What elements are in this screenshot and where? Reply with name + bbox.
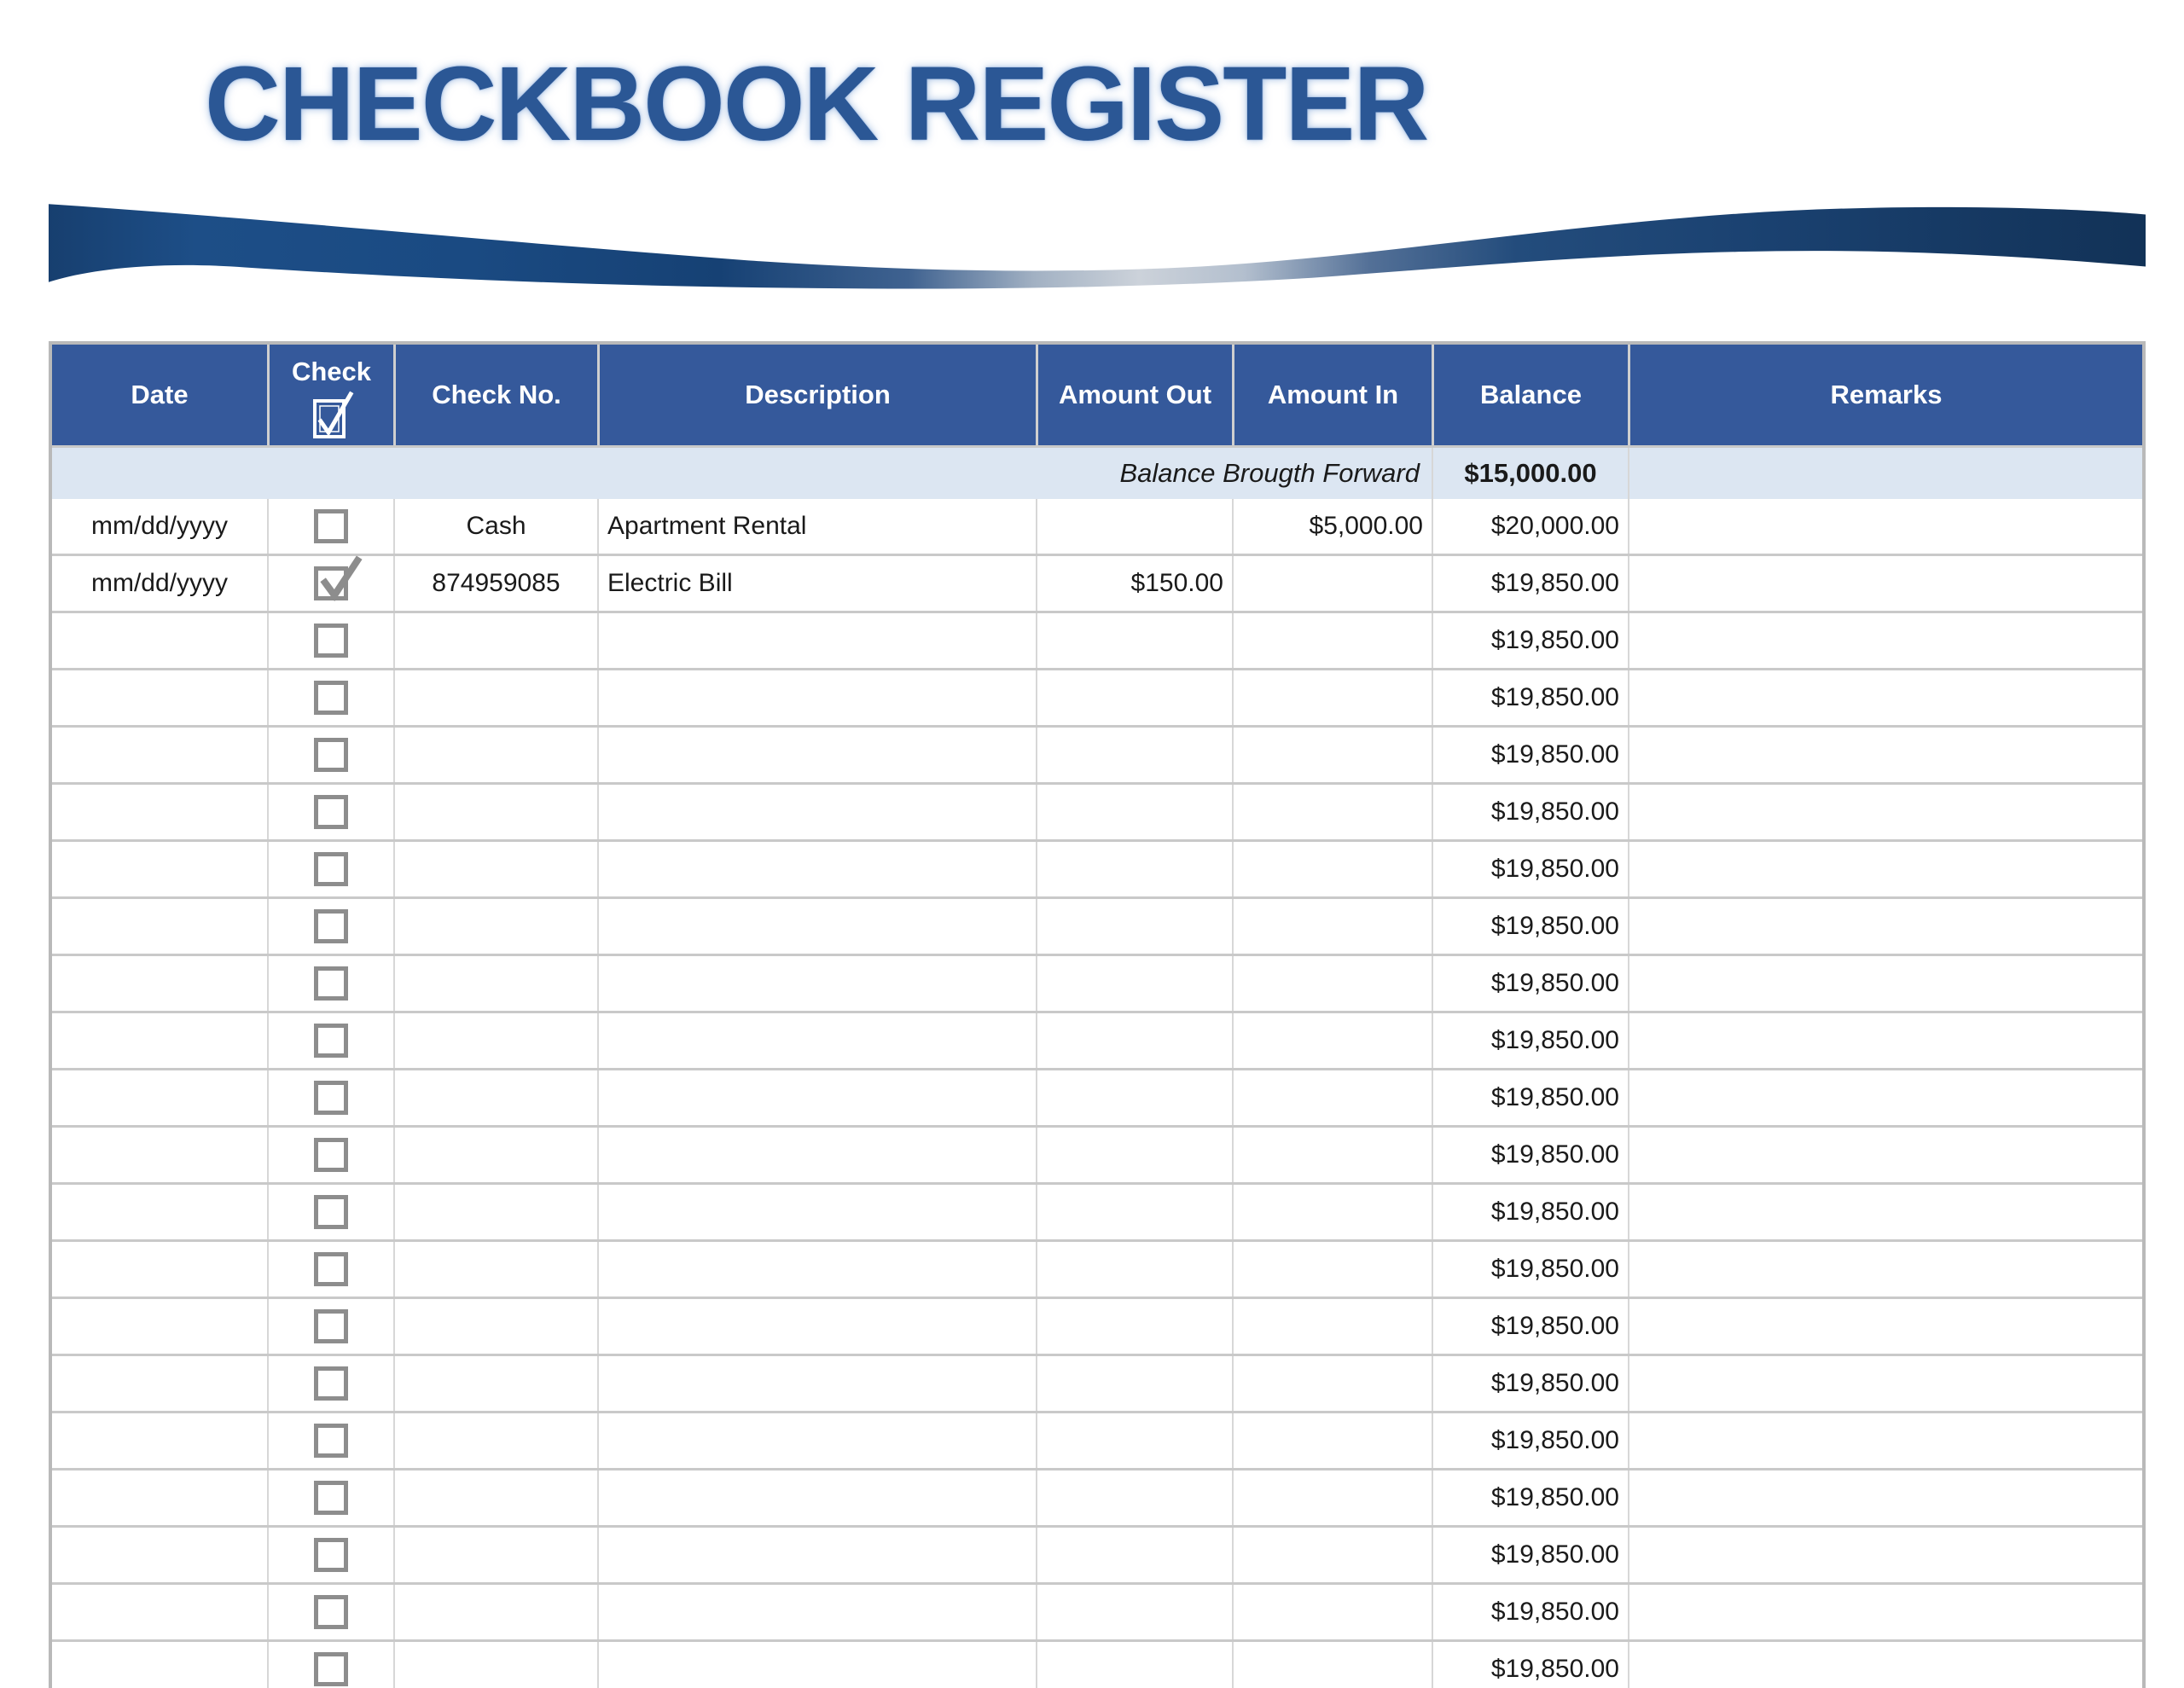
check-checkbox[interactable] — [314, 738, 348, 772]
check-cell — [267, 1013, 393, 1068]
check-checkbox[interactable] — [314, 966, 348, 1001]
check-checkbox[interactable] — [314, 1595, 348, 1629]
amount-out-cell[interactable] — [1036, 1642, 1232, 1688]
page-title: CHECKBOOK REGISTER — [205, 46, 1428, 163]
amount-out-cell[interactable]: $150.00 — [1036, 556, 1232, 611]
remarks-cell[interactable] — [1628, 1299, 2142, 1354]
balance-cell[interactable]: $19,850.00 — [1432, 1013, 1628, 1068]
checkmark-icon — [317, 557, 361, 601]
check-no-cell[interactable] — [393, 728, 597, 782]
date-cell[interactable] — [52, 1242, 267, 1296]
balance-cell[interactable]: $19,850.00 — [1432, 1356, 1628, 1411]
table-row — [52, 1582, 2142, 1639]
amount-in-cell[interactable] — [1232, 556, 1432, 611]
table-row — [52, 782, 2142, 839]
table-row — [52, 611, 2142, 668]
check-no-cell[interactable] — [393, 1299, 597, 1354]
table-header-row — [52, 345, 2142, 445]
table-row — [52, 668, 2142, 725]
description-cell[interactable] — [597, 1185, 1036, 1239]
balance-cell[interactable]: $19,850.00 — [1432, 728, 1628, 782]
check-cell — [267, 1185, 393, 1239]
date-cell[interactable] — [52, 1299, 267, 1354]
check-checkbox[interactable] — [314, 1024, 348, 1058]
balance-cell[interactable]: $19,850.00 — [1432, 613, 1628, 668]
remarks-cell[interactable] — [1628, 1242, 2142, 1296]
check-checkbox[interactable] — [314, 909, 348, 943]
remarks-cell[interactable] — [1628, 1642, 2142, 1688]
check-cell — [267, 1413, 393, 1468]
table-row — [52, 896, 2142, 954]
check-no-cell[interactable]: Cash — [393, 499, 597, 554]
col-header-description: Description — [597, 345, 1036, 445]
amount-in-cell[interactable] — [1232, 1299, 1432, 1354]
amount-in-cell[interactable] — [1232, 613, 1432, 668]
check-no-cell[interactable] — [393, 1128, 597, 1182]
description-cell[interactable] — [597, 1470, 1036, 1525]
amount-out-cell[interactable] — [1036, 499, 1232, 554]
date-cell[interactable] — [52, 785, 267, 839]
amount-in-cell[interactable] — [1232, 842, 1432, 896]
amount-out-cell[interactable] — [1036, 613, 1232, 668]
check-no-cell[interactable] — [393, 842, 597, 896]
description-cell[interactable] — [597, 1642, 1036, 1688]
check-cell — [267, 785, 393, 839]
check-checkbox[interactable] — [314, 1424, 348, 1458]
check-checkbox[interactable] — [314, 1195, 348, 1229]
check-cell — [267, 1642, 393, 1688]
check-no-cell[interactable] — [393, 670, 597, 725]
amount-out-cell[interactable] — [1036, 1013, 1232, 1068]
balance-cell[interactable]: $19,850.00 — [1432, 1128, 1628, 1182]
remarks-cell[interactable] — [1628, 785, 2142, 839]
description-cell[interactable] — [597, 1413, 1036, 1468]
amount-out-cell[interactable] — [1036, 956, 1232, 1011]
check-cell — [267, 1585, 393, 1639]
remarks-cell[interactable] — [1628, 1185, 2142, 1239]
col-header-amount-in: Amount In — [1232, 345, 1432, 445]
remarks-cell[interactable] — [1628, 1013, 2142, 1068]
table-row — [52, 954, 2142, 1011]
check-checkbox[interactable] — [314, 1366, 348, 1401]
balance-cell[interactable]: $19,850.00 — [1432, 1299, 1628, 1354]
col-header-check-label: Check — [291, 357, 372, 386]
balance-forward-amount[interactable]: $15,000.00 — [1432, 448, 1628, 499]
check-no-cell[interactable] — [393, 1185, 597, 1239]
description-cell[interactable] — [597, 1528, 1036, 1582]
balance-cell[interactable]: $19,850.00 — [1432, 1528, 1628, 1582]
amount-out-cell[interactable] — [1036, 1242, 1232, 1296]
amount-out-cell[interactable] — [1036, 1470, 1232, 1525]
date-cell[interactable] — [52, 899, 267, 954]
check-no-cell[interactable] — [393, 1242, 597, 1296]
remarks-cell[interactable] — [1628, 1413, 2142, 1468]
check-cell — [267, 556, 393, 611]
remarks-cell[interactable] — [1628, 556, 2142, 611]
amount-in-cell[interactable] — [1232, 1242, 1432, 1296]
check-cell — [267, 1128, 393, 1182]
check-cell — [267, 1528, 393, 1582]
amount-out-cell[interactable] — [1036, 1185, 1232, 1239]
description-cell[interactable] — [597, 842, 1036, 896]
amount-in-cell[interactable] — [1232, 1070, 1432, 1125]
remarks-cell[interactable] — [1628, 956, 2142, 1011]
amount-out-cell[interactable] — [1036, 1413, 1232, 1468]
amount-out-cell[interactable] — [1036, 1528, 1232, 1582]
balance-cell[interactable]: $19,850.00 — [1432, 556, 1628, 611]
amount-in-cell[interactable] — [1232, 899, 1432, 954]
amount-out-cell[interactable] — [1036, 1356, 1232, 1411]
date-cell[interactable] — [52, 1413, 267, 1468]
date-cell[interactable] — [52, 1585, 267, 1639]
amount-in-cell[interactable] — [1232, 1642, 1432, 1688]
amount-out-cell[interactable] — [1036, 1128, 1232, 1182]
check-no-cell[interactable] — [393, 1642, 597, 1688]
check-checkbox[interactable] — [314, 795, 348, 829]
amount-in-cell[interactable] — [1232, 1585, 1432, 1639]
check-cell — [267, 956, 393, 1011]
table-row — [52, 499, 2142, 554]
col-header-balance: Balance — [1432, 345, 1628, 445]
description-cell[interactable] — [597, 899, 1036, 954]
wave-divider — [49, 191, 2146, 293]
check-cell — [267, 1242, 393, 1296]
amount-in-cell[interactable] — [1232, 1185, 1432, 1239]
col-header-check-no: Check No. — [393, 345, 597, 445]
remarks-cell[interactable] — [1628, 1470, 2142, 1525]
check-no-cell[interactable] — [393, 1070, 597, 1125]
checked-checkbox-icon — [310, 389, 354, 442]
remarks-cell[interactable] — [1628, 1528, 2142, 1582]
check-checkbox[interactable] — [314, 566, 348, 600]
date-cell[interactable] — [52, 728, 267, 782]
col-header-remarks: Remarks — [1628, 345, 2142, 445]
table-row — [52, 1125, 2142, 1182]
amount-out-cell[interactable] — [1036, 899, 1232, 954]
table-row — [52, 1468, 2142, 1525]
description-cell[interactable] — [597, 728, 1036, 782]
check-checkbox[interactable] — [314, 509, 348, 543]
description-cell[interactable] — [597, 785, 1036, 839]
date-cell[interactable] — [52, 1356, 267, 1411]
check-cell — [267, 842, 393, 896]
remarks-cell[interactable] — [1628, 670, 2142, 725]
check-checkbox[interactable] — [314, 1538, 348, 1572]
remarks-cell[interactable] — [1628, 899, 2142, 954]
table-body — [52, 499, 2142, 1688]
check-no-cell[interactable] — [393, 785, 597, 839]
amount-in-cell[interactable]: $5,000.00 — [1232, 499, 1432, 554]
col-header-check — [267, 345, 393, 445]
date-cell[interactable] — [52, 670, 267, 725]
description-cell[interactable] — [597, 1070, 1036, 1125]
amount-in-cell[interactable] — [1232, 785, 1432, 839]
balance-cell[interactable]: $19,850.00 — [1432, 956, 1628, 1011]
check-cell — [267, 613, 393, 668]
check-cell — [267, 728, 393, 782]
table-row — [52, 1011, 2142, 1068]
description-cell[interactable] — [597, 1013, 1036, 1068]
balance-cell[interactable]: $19,850.00 — [1432, 1242, 1628, 1296]
balance-cell[interactable]: $19,850.00 — [1432, 1413, 1628, 1468]
amount-out-cell[interactable] — [1036, 670, 1232, 725]
balance-forward-label: Balance Brougth Forward — [1119, 458, 1420, 488]
description-cell[interactable] — [597, 1299, 1036, 1354]
date-cell[interactable] — [52, 1642, 267, 1688]
check-checkbox[interactable] — [314, 852, 348, 886]
amount-in-cell[interactable] — [1232, 1528, 1432, 1582]
check-no-cell[interactable] — [393, 1356, 597, 1411]
description-cell[interactable]: Apartment Rental — [597, 499, 1036, 554]
amount-in-cell[interactable] — [1232, 1013, 1432, 1068]
check-cell — [267, 670, 393, 725]
table-row — [52, 1639, 2142, 1688]
check-checkbox[interactable] — [314, 1252, 348, 1286]
remarks-cell[interactable] — [1628, 613, 2142, 668]
check-cell — [267, 899, 393, 954]
balance-cell[interactable]: $19,850.00 — [1432, 842, 1628, 896]
balance-cell[interactable]: $19,850.00 — [1432, 670, 1628, 725]
description-cell[interactable] — [597, 1242, 1036, 1296]
amount-out-cell[interactable] — [1036, 1585, 1232, 1639]
remarks-cell[interactable] — [1628, 1585, 2142, 1639]
balance-cell[interactable]: $19,850.00 — [1432, 899, 1628, 954]
remarks-cell[interactable] — [1628, 1070, 2142, 1125]
table-row — [52, 1182, 2142, 1239]
check-checkbox[interactable] — [314, 1652, 348, 1686]
remarks-cell[interactable] — [1628, 842, 2142, 896]
date-cell[interactable] — [52, 1185, 267, 1239]
date-cell[interactable] — [52, 1470, 267, 1525]
balance-cell[interactable]: $19,850.00 — [1432, 1642, 1628, 1688]
amount-in-cell[interactable] — [1232, 728, 1432, 782]
balance-forward-row — [52, 445, 2142, 499]
table-row — [52, 839, 2142, 896]
balance-cell[interactable]: $19,850.00 — [1432, 1470, 1628, 1525]
description-cell[interactable] — [597, 956, 1036, 1011]
description-cell[interactable] — [597, 613, 1036, 668]
check-checkbox[interactable] — [314, 1081, 348, 1115]
balance-cell[interactable]: $20,000.00 — [1432, 499, 1628, 554]
table-row — [52, 554, 2142, 611]
check-cell — [267, 499, 393, 554]
balance-cell[interactable]: $19,850.00 — [1432, 785, 1628, 839]
remarks-cell[interactable] — [1628, 728, 2142, 782]
check-cell — [267, 1356, 393, 1411]
date-cell[interactable] — [52, 1128, 267, 1182]
description-cell[interactable] — [597, 1585, 1036, 1639]
description-cell[interactable] — [597, 670, 1036, 725]
description-cell[interactable]: Electric Bill — [597, 556, 1036, 611]
remarks-cell[interactable] — [1628, 1356, 2142, 1411]
date-cell[interactable] — [52, 1070, 267, 1125]
check-no-cell[interactable] — [393, 1013, 597, 1068]
table-row — [52, 725, 2142, 782]
check-checkbox[interactable] — [314, 681, 348, 715]
check-cell — [267, 1070, 393, 1125]
balance-cell[interactable]: $19,850.00 — [1432, 1070, 1628, 1125]
balance-cell[interactable]: $19,850.00 — [1432, 1185, 1628, 1239]
date-cell[interactable] — [52, 956, 267, 1011]
check-no-cell[interactable] — [393, 613, 597, 668]
check-cell — [267, 1470, 393, 1525]
balance-cell[interactable]: $19,850.00 — [1432, 1585, 1628, 1639]
amount-out-cell[interactable] — [1036, 1070, 1232, 1125]
description-cell[interactable] — [597, 1356, 1036, 1411]
wave-ribbon — [49, 204, 2146, 288]
date-cell[interactable] — [52, 842, 267, 896]
date-cell[interactable] — [52, 613, 267, 668]
check-checkbox[interactable] — [314, 1138, 348, 1172]
table-row — [52, 1525, 2142, 1582]
register-table — [49, 341, 2146, 1688]
amount-in-cell[interactable] — [1232, 670, 1432, 725]
col-header-amount-out: Amount Out — [1036, 345, 1232, 445]
table-row — [52, 1068, 2142, 1125]
check-no-cell[interactable] — [393, 1585, 597, 1639]
check-checkbox[interactable] — [314, 1481, 348, 1515]
balance-forward-remarks-cell[interactable] — [1628, 448, 2142, 499]
remarks-cell[interactable] — [1628, 1128, 2142, 1182]
table-row — [52, 1239, 2142, 1296]
date-cell[interactable] — [52, 1013, 267, 1068]
table-row — [52, 1354, 2142, 1411]
table-row — [52, 1296, 2142, 1354]
check-checkbox[interactable] — [314, 624, 348, 658]
check-no-cell[interactable]: 874959085 — [393, 556, 597, 611]
amount-in-cell[interactable] — [1232, 1356, 1432, 1411]
amount-in-cell[interactable] — [1232, 1470, 1432, 1525]
check-no-cell[interactable] — [393, 956, 597, 1011]
check-cell — [267, 1299, 393, 1354]
description-cell[interactable] — [597, 1128, 1036, 1182]
amount-out-cell[interactable] — [1036, 785, 1232, 839]
check-no-cell[interactable] — [393, 1528, 597, 1582]
check-no-cell[interactable] — [393, 1413, 597, 1468]
amount-out-cell[interactable] — [1036, 728, 1232, 782]
check-checkbox[interactable] — [314, 1309, 348, 1343]
col-header-date: Date — [52, 345, 267, 445]
amount-out-cell[interactable] — [1036, 1299, 1232, 1354]
amount-in-cell[interactable] — [1232, 1128, 1432, 1182]
amount-in-cell[interactable] — [1232, 1413, 1432, 1468]
date-cell[interactable]: mm/dd/yyyy — [90, 569, 229, 597]
check-no-cell[interactable] — [393, 1470, 597, 1525]
date-cell[interactable] — [52, 1528, 267, 1582]
table-row — [52, 1411, 2142, 1468]
date-cell[interactable]: mm/dd/yyyy — [90, 512, 229, 540]
remarks-cell[interactable] — [1628, 499, 2142, 554]
amount-in-cell[interactable] — [1232, 956, 1432, 1011]
amount-out-cell[interactable] — [1036, 842, 1232, 896]
check-no-cell[interactable] — [393, 899, 597, 954]
